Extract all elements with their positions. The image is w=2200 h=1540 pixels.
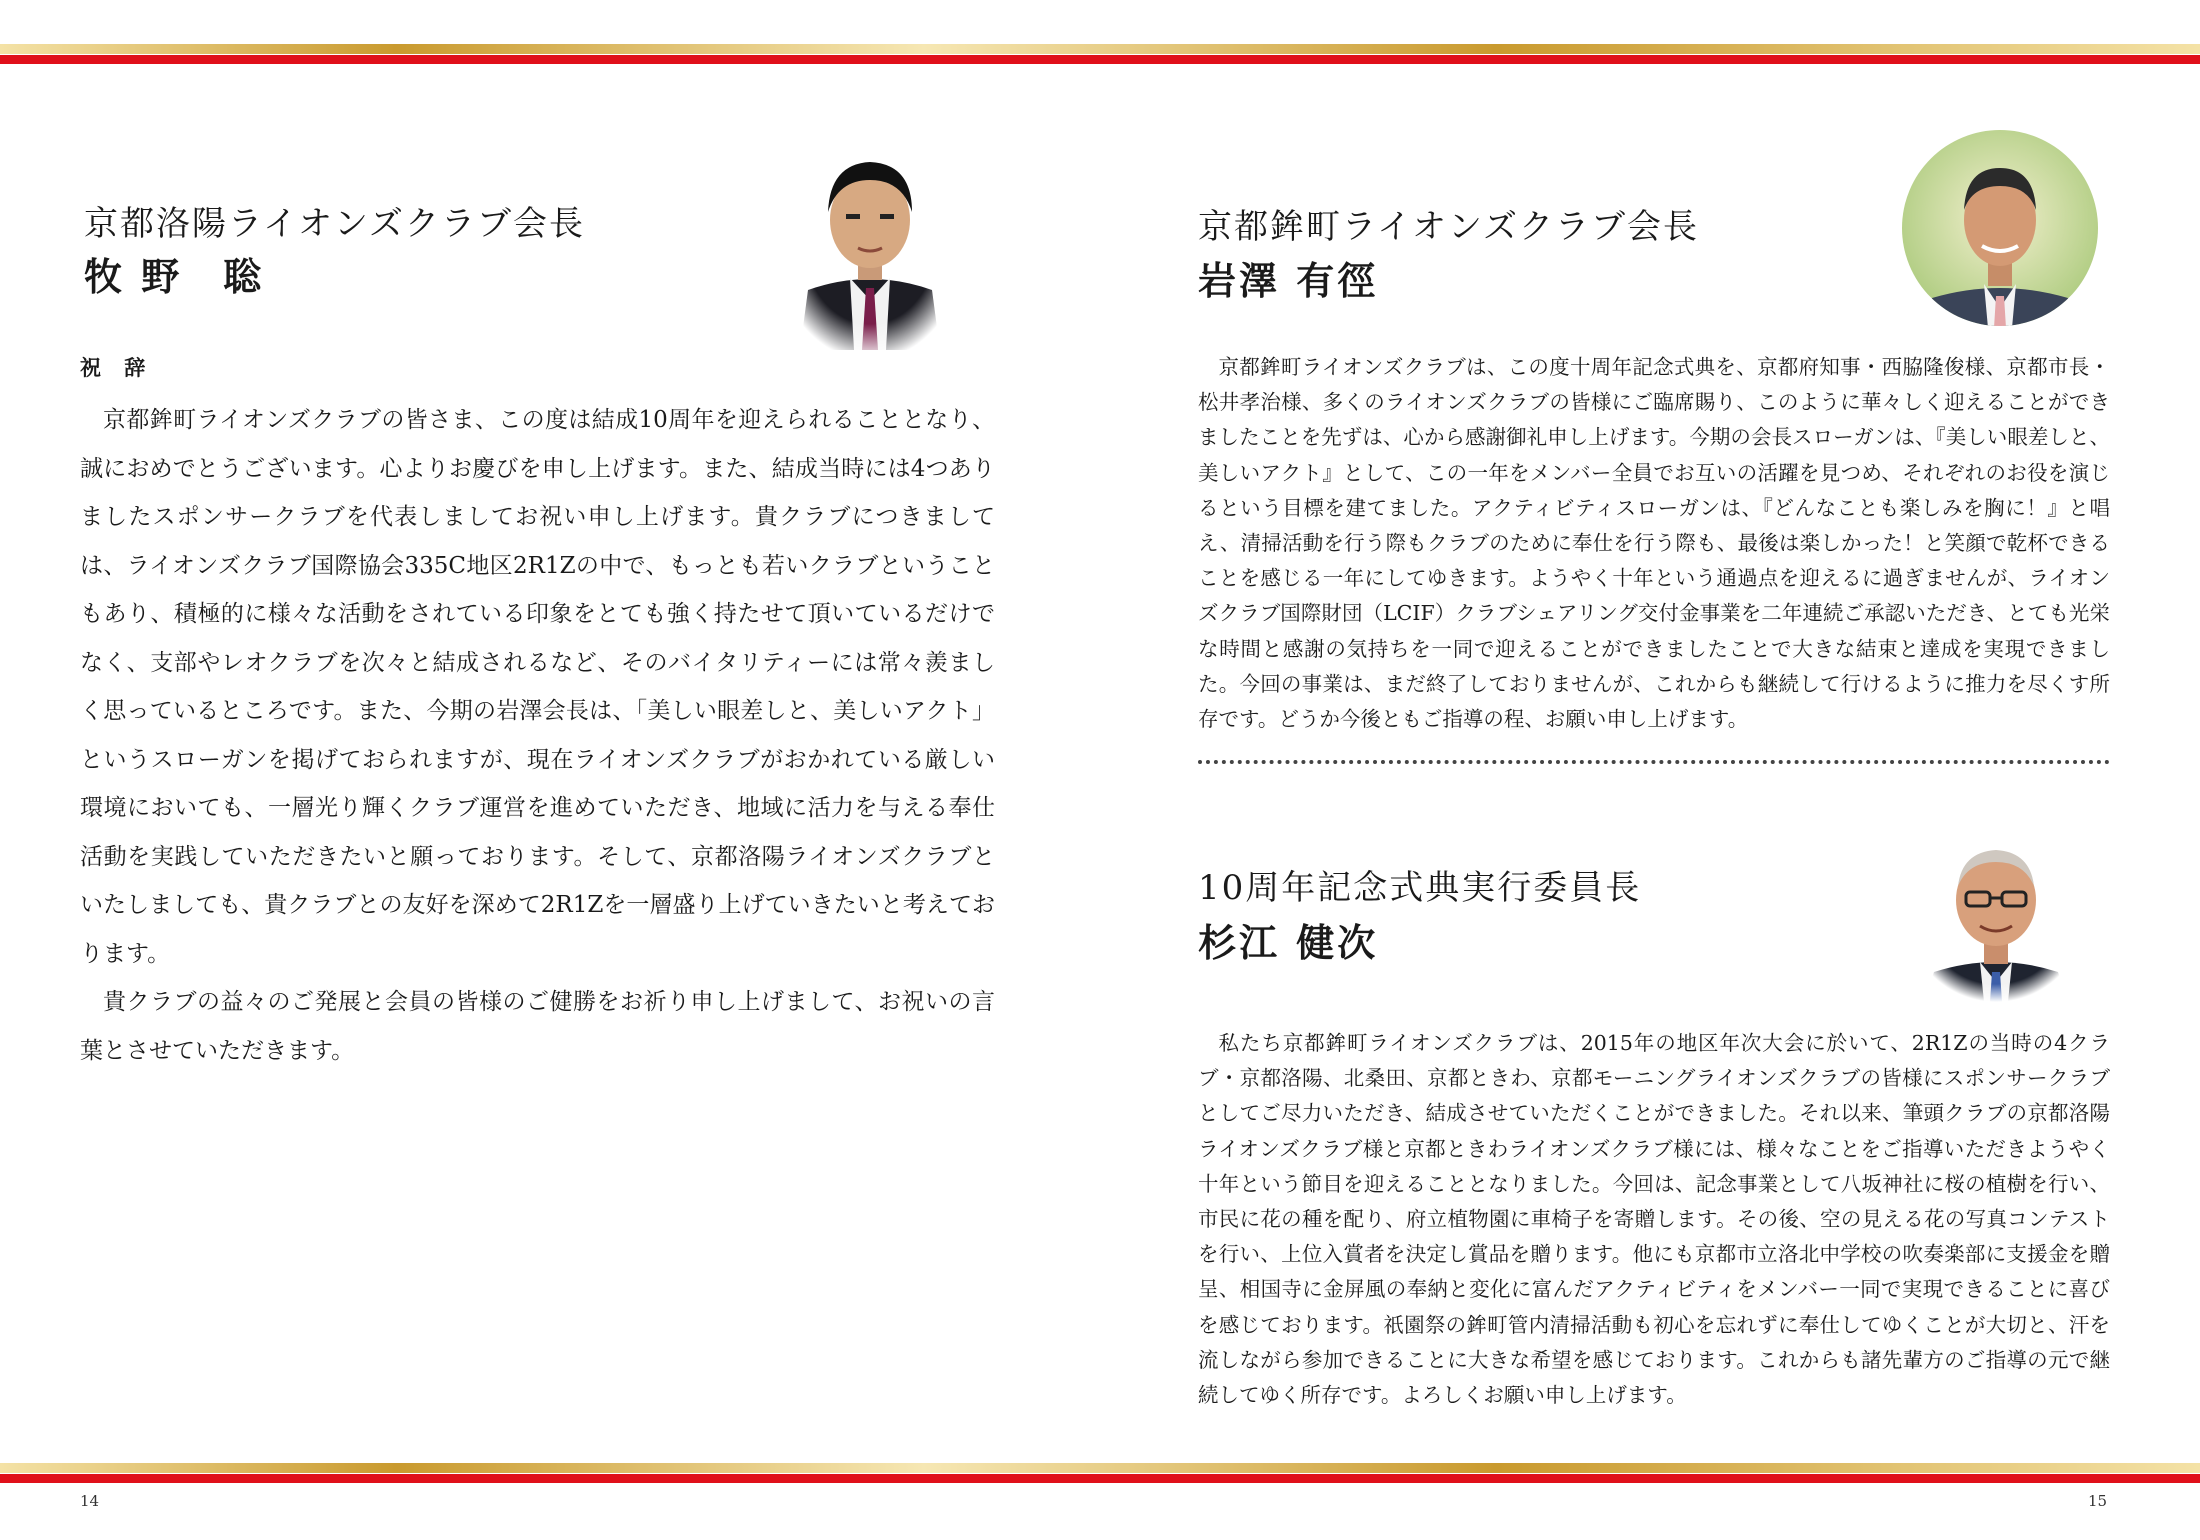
portrait-makino xyxy=(790,150,950,350)
top-gold-rule xyxy=(0,44,2200,54)
right-top-paragraph: 京都鉾町ライオンズクラブは、この度十周年記念式典を、京都府知事・西脇隆俊様、京都市長・松井孝治様、多くのライオンズクラブの皆様にご臨席賜り、このように華々しく迎えることができましたことを先ずは、心から感謝御礼申し上げます。今期の会長スローガンは、『美しい眼差しと、美しいアクト』として、この一年をメンバー全員でお互いの活躍を見つめ、それぞれのお役を演じるという目標を建てました。アクティビティスローガンは、『どんなことも楽しみを胸に！』と唱え、清掃活動を行う際もクラブのために奉仕を行う際も、最後は楽しかった！と笑顔で乾杯できることを感じる一年にしてゆきます。ようやく十年という通過点を迎えるに過ぎませんが、ライオンズクラブ国際財団（LCIF）クラブシェアリング交付金事業を二年連続ご承認いただき、とても光栄な時間と感謝の気持ちを一同で迎えることができましたことで大きな結束と達成を実現できました。今回の事業は、まだ終了しておりませんが、これからも継続して行けるように推力を尽くす所存です。どうか今後ともご指導の程、お願い申し上げます。 xyxy=(1198,355,2110,732)
left-role-title: 京都洛陽ライオンズクラブ会長 xyxy=(84,204,585,244)
left-body-text xyxy=(80,396,995,1075)
right-bottom-paragraph: 私たち京都鉾町ライオンズクラブは、2015年の地区年次大会に於いて、2R1Zの当時の4クラブ・京都洛陽、北桑田、京都ときわ、京都モーニングライオンズクラブの皆様にスポンサークラブとしてご尽力いただき、結成させていただくことができました。それ以来、筆頭クラブの京都洛陽ライオンズクラブ様と京都ときわライオンズクラブ様には、様々なことをご指導いただきようやく十年という節目を迎えることとなりました。今回は、記念事業として八坂神社に桜の植樹を行い、市民に花の種を配り、府立植物園に車椅子を寄贈します。その後、空の見える花の写真コンテストを行い、上位入賞者を決定し賞品を贈ります。他にも京都市立洛北中学校の吹奏楽部に支援金を贈呈、相国寺に金屏風の奉納と変化に富んだアクティビティをメンバー一同で実現できることに喜びを感じております。祇園祭の鉾町管内清掃活動も初心を忘れずに奉仕してゆくことが大切と、汗を流しながら参加できることに大きな希望を感じております。これからも諸先輩方のご指導の元で継続してゆく所存です。よろしくお願い申し上げます。 xyxy=(1198,1031,2110,1408)
section-divider xyxy=(1198,760,2110,764)
right-bottom-person-name: 杉江 健次 xyxy=(1198,920,1379,965)
left-paragraph: 京都鉾町ライオンズクラブの皆さま、この度は結成10周年を迎えられることとなり、誠におめでとうございます。心よりお慶びを申し上げます。また、結成当時には4つありましたスポンサークラブを代表しましてお祝い申し上げます。貴クラブにつきましては、ライオンズクラブ国際協会335C地区2R1Zの中で、もっとも若いクラブということもあり、積極的に様々な活動をされている印象をとても強く持たせて頂いているだけでなく、支部やレオクラブを次々と結成されるなど、そのバイタリティーには常々羨ましく思っているところです。また、今期の岩澤会長は、「美しい眼差しと、美しいアクト」というスローガンを掲げておられますが、現在ライオンズクラブがおかれている厳しい環境においても、一層光り輝くクラブ運営を進めていただき、地域に活力を与える奉仕活動を実践していただきたいと願っております。そして、京都洛陽ライオンズクラブといたしましても、貴クラブとの友好を深めて2R1Zを一層盛り上げていきたいと考えております。 xyxy=(80,407,995,967)
right-top-role-title: 京都鉾町ライオンズクラブ会長 xyxy=(1198,207,1699,247)
left-section-heading: 祝 辞 xyxy=(80,355,154,380)
right-bottom-body-text xyxy=(1198,1026,2110,1413)
right-top-person-name: 岩澤 有徑 xyxy=(1198,258,1379,303)
left-paragraph: 貴クラブの益々のご発展と会員の皆様のご健勝をお祈り申し上げまして、お祝いの言葉とさせていただきます。 xyxy=(80,989,995,1064)
page-number-left: 14 xyxy=(80,1492,100,1510)
left-person-name: 牧 野 聡 xyxy=(84,254,265,299)
portrait-sugie xyxy=(1906,822,2086,1002)
portrait-iwasawa xyxy=(1900,128,2100,328)
top-red-rule xyxy=(0,55,2200,64)
right-top-body-text xyxy=(1198,350,2110,737)
bottom-gold-rule xyxy=(0,1463,2200,1473)
bottom-red-rule xyxy=(0,1474,2200,1483)
page-number-right: 15 xyxy=(2088,1492,2108,1510)
right-bottom-role-title: 10周年記念式典実行委員長 xyxy=(1198,868,1642,908)
